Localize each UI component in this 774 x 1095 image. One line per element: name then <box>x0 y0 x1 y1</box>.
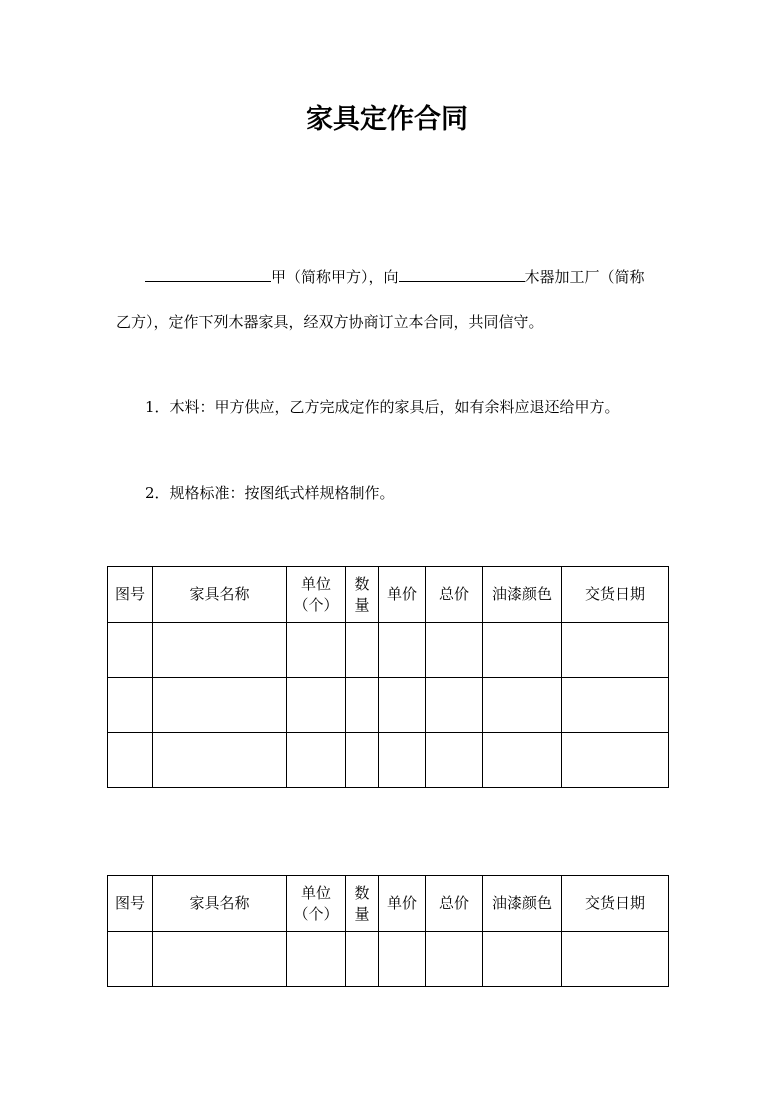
table-cell[interactable] <box>426 932 483 987</box>
header-delivery-date: 交货日期 <box>562 876 669 932</box>
table-cell[interactable] <box>379 733 426 788</box>
table-cell[interactable] <box>346 932 379 987</box>
table-cell[interactable] <box>346 733 379 788</box>
table-cell[interactable] <box>483 678 562 733</box>
intro-line-2: 乙方），定作下列木器家具，经双方协商订立本合同，共同信守。 <box>116 313 544 331</box>
table-cell[interactable] <box>287 623 346 678</box>
table-cell[interactable] <box>562 623 669 678</box>
clause-1: 1．木料：甲方供应，乙方完成定作的家具后，如有余料应退还给甲方。 <box>145 398 620 416</box>
table-cell[interactable] <box>287 733 346 788</box>
table-cell[interactable] <box>379 623 426 678</box>
document-title: 家具定作合同 <box>306 104 468 135</box>
table-header-row <box>108 567 669 623</box>
table-cell[interactable] <box>346 678 379 733</box>
header-unit <box>287 567 346 623</box>
header-quantity <box>346 876 379 932</box>
table-cell[interactable] <box>153 733 287 788</box>
table-cell[interactable] <box>287 932 346 987</box>
header-total-price: 总价 <box>426 876 483 932</box>
table-cell[interactable] <box>108 623 153 678</box>
table-cell[interactable] <box>562 932 669 987</box>
table-cell[interactable] <box>153 678 287 733</box>
party-b-blank[interactable] <box>399 265 525 282</box>
table-cell[interactable] <box>108 678 153 733</box>
header-qty-line2: 量 <box>354 595 370 614</box>
table-cell[interactable] <box>379 678 426 733</box>
header-quantity <box>346 567 379 623</box>
table-cell[interactable] <box>483 623 562 678</box>
header-total-price: 总价 <box>426 567 483 623</box>
header-unit-line2: （个） <box>293 595 339 614</box>
header-unit-line1: 单位 <box>300 574 331 593</box>
table-cell[interactable] <box>108 733 153 788</box>
table-row <box>108 932 669 987</box>
party-a-blank[interactable] <box>145 265 271 282</box>
furniture-table-2 <box>107 875 669 987</box>
table-row <box>108 733 669 788</box>
header-qty-line1: 数 <box>354 883 370 902</box>
table-cell[interactable] <box>426 678 483 733</box>
header-unit-line2: （个） <box>293 904 339 923</box>
table-cell[interactable] <box>287 678 346 733</box>
table-cell[interactable] <box>426 733 483 788</box>
header-drawing-no: 图号 <box>108 876 153 932</box>
party-b-text: 木器加工厂（简称 <box>524 268 645 286</box>
header-delivery-date: 交货日期 <box>562 567 669 623</box>
header-qty-line2: 量 <box>354 904 370 923</box>
intro-line-1 <box>145 265 645 288</box>
header-paint-color: 油漆颜色 <box>483 876 562 932</box>
table-cell[interactable] <box>562 733 669 788</box>
table-cell[interactable] <box>153 623 287 678</box>
table-cell[interactable] <box>153 932 287 987</box>
table-cell[interactable] <box>379 932 426 987</box>
table-cell[interactable] <box>108 932 153 987</box>
table-cell[interactable] <box>346 623 379 678</box>
header-unit-price: 单价 <box>379 567 426 623</box>
header-unit <box>287 876 346 932</box>
table-cell[interactable] <box>483 932 562 987</box>
header-furniture-name: 家具名称 <box>153 876 287 932</box>
table-row <box>108 678 669 733</box>
header-unit-price: 单价 <box>379 876 426 932</box>
table-cell[interactable] <box>483 733 562 788</box>
party-a-text: 甲（简称甲方），向 <box>271 268 399 286</box>
furniture-table-1 <box>107 566 669 788</box>
header-drawing-no: 图号 <box>108 567 153 623</box>
table-row <box>108 623 669 678</box>
table-cell[interactable] <box>562 678 669 733</box>
header-unit-line1: 单位 <box>300 883 331 902</box>
header-furniture-name: 家具名称 <box>153 567 287 623</box>
header-qty-line1: 数 <box>354 574 370 593</box>
header-paint-color: 油漆颜色 <box>483 567 562 623</box>
clause-2: 2．规格标准：按图纸式样规格制作。 <box>145 484 395 502</box>
table-header-row <box>108 876 669 932</box>
table-cell[interactable] <box>426 623 483 678</box>
